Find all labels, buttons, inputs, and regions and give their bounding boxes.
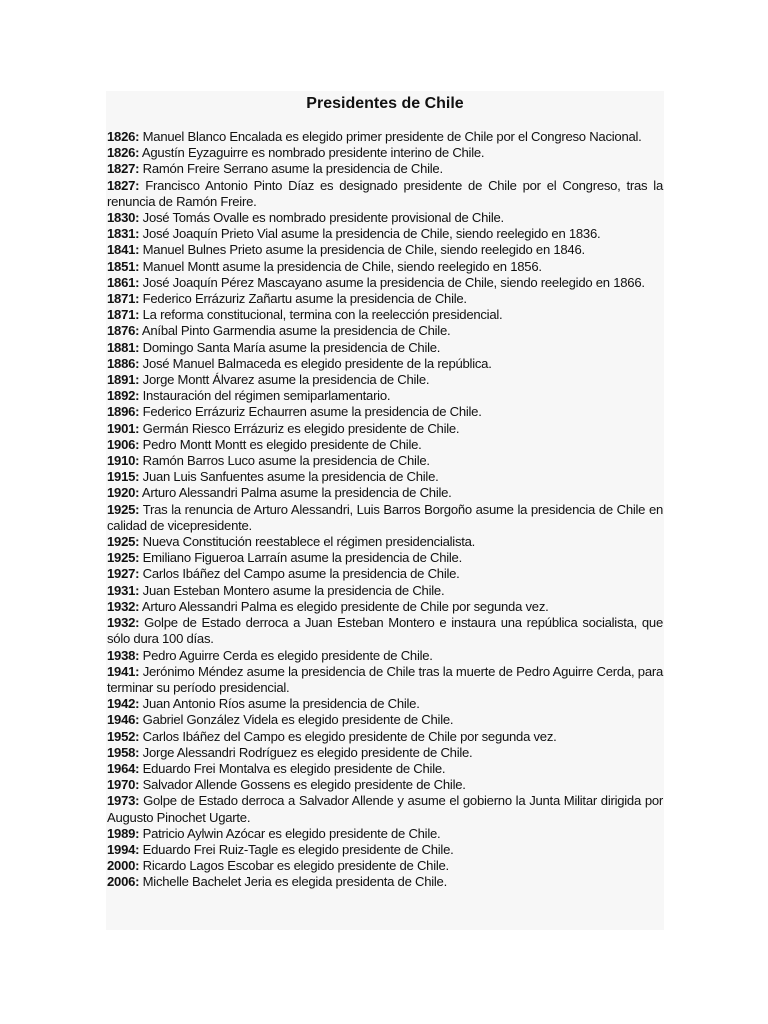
timeline-entry <box>107 226 663 242</box>
timeline-entry <box>107 372 663 388</box>
entry-year: 1827: <box>107 161 140 177</box>
entry-text: Arturo Alessandri Palma asume la presidencia de Chile. <box>141 485 452 501</box>
entry-year: 1952: <box>107 728 140 744</box>
timeline-entry <box>107 145 663 161</box>
entry-text: José Tomás Ovalle es nombrado presidente provisional de Chile. <box>142 210 504 226</box>
entry-year: 1901: <box>107 420 140 436</box>
timeline-entry <box>107 259 663 275</box>
entry-text: Germán Riesco Errázuriz es elegido presidente de Chile. <box>142 420 460 436</box>
entry-year: 1886: <box>107 355 140 371</box>
entry-year: 1932: <box>107 615 140 631</box>
entry-year: 1871: <box>107 307 140 323</box>
timeline-entry <box>107 437 663 453</box>
timeline-entry <box>107 340 663 356</box>
timeline-list <box>107 129 663 891</box>
entry-year: 2000: <box>107 858 140 874</box>
timeline-entry <box>107 826 663 842</box>
timeline-entry <box>107 469 663 485</box>
document-page <box>106 91 664 930</box>
entry-text: Juan Antonio Ríos asume la presidencia de Chile. <box>142 696 420 712</box>
entry-text: Arturo Alessandri Palma es elegido presidente de Chile por segunda vez. <box>141 598 549 614</box>
entry-text: José Joaquín Pérez Mascayano asume la presidencia de Chile, siendo reelegido en 1866. <box>142 274 645 290</box>
entry-text: Golpe de Estado derroca a Salvador Allende y asume el gobierno la Junta Militar dirigida por Augusto Pinochet Ugarte. <box>107 793 663 825</box>
entry-text: Pedro Aguirre Cerda es elegido presidente de Chile. <box>142 647 433 663</box>
timeline-entry <box>107 664 663 696</box>
timeline-entry <box>107 858 663 874</box>
timeline-entry <box>107 583 663 599</box>
entry-year: 1925: <box>107 534 140 550</box>
entry-year: 1938: <box>107 647 140 663</box>
entry-text: Juan Luis Sanfuentes asume la presidencia de Chile. <box>142 469 439 485</box>
entry-text: Ramón Freire Serrano asume la presidencia de Chile. <box>142 161 443 177</box>
entry-text: Tras la renuncia de Arturo Alessandri, Luis Barros Borgoño asume la presidencia de Chile en calidad de vicepresidente. <box>107 501 664 533</box>
timeline-entry <box>107 550 663 566</box>
entry-text: Golpe de Estado derroca a Juan Esteban Montero e instaura una república socialista, que sólo dura 100 días. <box>107 615 663 647</box>
entry-year: 1826: <box>107 129 140 144</box>
entry-year: 1881: <box>107 339 140 355</box>
entry-text: Ricardo Lagos Escobar es elegido presidente de Chile. <box>142 858 449 874</box>
entry-year: 1906: <box>107 436 140 452</box>
entry-year: 1915: <box>107 469 140 485</box>
timeline-entry <box>107 745 663 761</box>
entry-year: 1931: <box>107 582 140 598</box>
timeline-entry <box>107 356 663 372</box>
entry-text: Eduardo Frei Montalva es elegido presidente de Chile. <box>142 760 446 776</box>
entry-year: 1892: <box>107 388 140 404</box>
entry-text: Manuel Montt asume la presidencia de Chile, siendo reelegido en 1856. <box>142 258 542 274</box>
entry-text: Jorge Montt Álvarez asume la presidencia de Chile. <box>142 372 430 388</box>
timeline-entry <box>107 275 663 291</box>
entry-year: 1994: <box>107 841 140 857</box>
entry-year: 1925: <box>107 550 140 566</box>
entry-text: Manuel Bulnes Prieto asume la presidencia de Chile, siendo reelegido en 1846. <box>142 242 585 258</box>
entry-text: Agustín Eyzaguirre es nombrado presidente interino de Chile. <box>141 145 485 161</box>
timeline-entry <box>107 729 663 745</box>
entry-year: 1831: <box>107 226 140 242</box>
timeline-entry <box>107 178 663 210</box>
entry-text: Instauración del régimen semiparlamentario. <box>142 388 391 404</box>
entry-year: 1876: <box>107 323 140 339</box>
timeline-entry <box>107 291 663 307</box>
timeline-entry <box>107 648 663 664</box>
entry-text: Pedro Montt Montt es elegido presidente de Chile. <box>142 436 422 452</box>
entry-text: José Joaquín Prieto Vial asume la presidencia de Chile, siendo reelegido en 1836. <box>142 226 601 242</box>
entry-year: 2006: <box>107 874 140 890</box>
timeline-entry <box>107 453 663 469</box>
timeline-entry <box>107 210 663 226</box>
entry-text: Eduardo Frei Ruiz-Tagle es elegido presidente de Chile. <box>142 841 454 857</box>
timeline-entry <box>107 615 663 647</box>
entry-text: Gabriel González Videla es elegido presidente de Chile. <box>142 712 454 728</box>
entry-year: 1891: <box>107 372 140 388</box>
timeline-entry <box>107 761 663 777</box>
entry-year: 1927: <box>107 566 140 582</box>
entry-year: 1973: <box>107 793 140 809</box>
entry-text: José Manuel Balmaceda es elegido presidente de la república. <box>142 355 492 371</box>
entry-text: Francisco Antonio Pinto Díaz es designado presidente de Chile por el Congreso, tras la renuncia de Ramón Freire. <box>107 177 664 209</box>
entry-text: Federico Errázuriz Zañartu asume la presidencia de Chile. <box>142 291 467 307</box>
timeline-entry <box>107 712 663 728</box>
timeline-entry <box>107 777 663 793</box>
entry-year: 1958: <box>107 744 140 760</box>
entry-text: Federico Errázuriz Echaurren asume la presidencia de Chile. <box>142 404 482 420</box>
timeline-entry <box>107 842 663 858</box>
timeline-entry <box>107 307 663 323</box>
entry-text: Carlos Ibáñez del Campo asume la presidencia de Chile. <box>142 566 460 582</box>
entry-year: 1942: <box>107 696 140 712</box>
entry-year: 1932: <box>107 598 140 614</box>
timeline-entry <box>107 566 663 582</box>
entry-year: 1896: <box>107 404 140 420</box>
entry-text: Emiliano Figueroa Larraín asume la presidencia de Chile. <box>142 550 462 566</box>
entry-year: 1941: <box>107 663 140 679</box>
timeline-entry <box>107 599 663 615</box>
entry-year: 1827: <box>107 177 140 193</box>
timeline-entry <box>107 129 663 145</box>
timeline-entry <box>107 388 663 404</box>
timeline-entry <box>107 696 663 712</box>
entry-year: 1851: <box>107 258 140 274</box>
entry-text: Aníbal Pinto Garmendia asume la presidencia de Chile. <box>141 323 451 339</box>
entry-year: 1830: <box>107 210 140 226</box>
entry-text: Patricio Aylwin Azócar es elegido presidente de Chile. <box>142 825 441 841</box>
entry-year: 1910: <box>107 453 140 469</box>
entry-year: 1970: <box>107 777 140 793</box>
entry-year: 1989: <box>107 825 140 841</box>
entry-year: 1964: <box>107 760 140 776</box>
entry-text: Jorge Alessandri Rodríguez es elegido presidente de Chile. <box>142 744 473 760</box>
entry-text: Nueva Constitución reestablece el régimen presidencialista. <box>142 534 476 550</box>
entry-text: Salvador Allende Gossens es elegido presidente de Chile. <box>142 777 466 793</box>
timeline-entry <box>107 534 663 550</box>
entry-year: 1826: <box>107 145 140 161</box>
entry-text: Juan Esteban Montero asume la presidencia de Chile. <box>142 582 445 598</box>
entry-year: 1946: <box>107 712 140 728</box>
timeline-entry <box>107 323 663 339</box>
entry-year: 1841: <box>107 242 140 258</box>
timeline-entry <box>107 421 663 437</box>
entry-year: 1925: <box>107 501 140 517</box>
timeline-entry <box>107 404 663 420</box>
entry-text: Manuel Blanco Encalada es elegido primer presidente de Chile por el Congreso Nacional. <box>142 129 642 144</box>
page-title: Presidentes de Chile <box>306 95 464 112</box>
timeline-entry <box>107 485 663 501</box>
entry-text: Domingo Santa María asume la presidencia de Chile. <box>142 339 441 355</box>
entry-text: Ramón Barros Luco asume la presidencia de Chile. <box>142 453 430 469</box>
timeline-entry <box>107 161 663 177</box>
entry-text: Carlos Ibáñez del Campo es elegido presidente de Chile por segunda vez. <box>142 728 557 744</box>
timeline-entry <box>107 793 663 825</box>
timeline-entry <box>107 874 663 890</box>
entry-text: Michelle Bachelet Jeria es elegida presidenta de Chile. <box>142 874 447 890</box>
entry-year: 1871: <box>107 291 140 307</box>
entry-year: 1920: <box>107 485 140 501</box>
entry-year: 1861: <box>107 274 140 290</box>
entry-text: Jerónimo Méndez asume la presidencia de Chile tras la muerte de Pedro Aguirre Cerda, para terminar su período presidencial. <box>107 663 663 695</box>
timeline-entry <box>107 242 663 258</box>
entry-text: La reforma constitucional, termina con la reelección presidencial. <box>142 307 503 323</box>
timeline-entry <box>107 502 663 534</box>
